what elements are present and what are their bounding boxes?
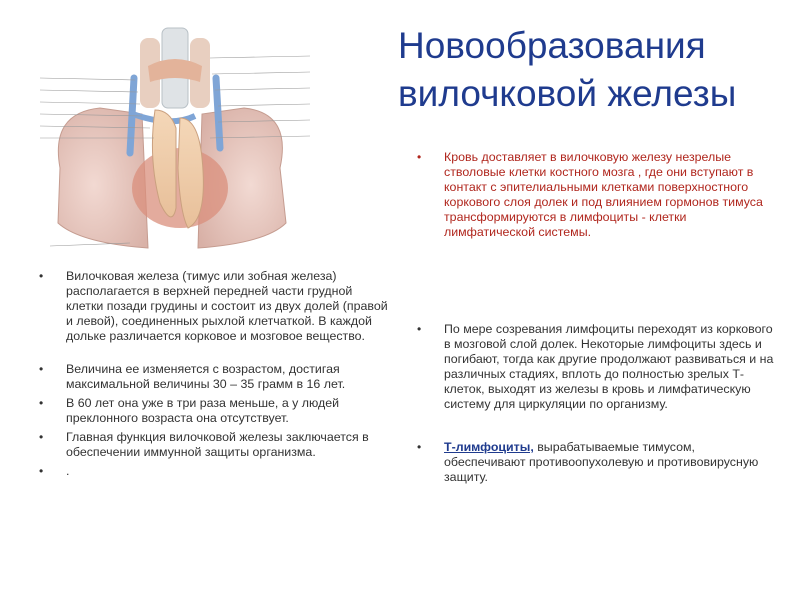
- bullet-marker: •: [39, 396, 44, 410]
- bullet-text: Главная функция вилочковой железы заключается в обеспечении иммунной защиты организма.: [66, 430, 369, 459]
- list-item: [36, 430, 391, 460]
- bullet-marker: •: [39, 464, 44, 478]
- bullet-text: В 60 лет она уже в три раза меньше, а у людей преклонного возраста она отсутствует.: [66, 396, 340, 425]
- right-red-bullet-list: [414, 150, 774, 240]
- list-item: [36, 269, 391, 344]
- left-bullet-list: [36, 269, 391, 479]
- anatomy-drawing: [30, 18, 320, 258]
- bullet-text: Кровь доставляет в вилочковую железу незрелые стволовые клетки костного мозга , где они вступают в контакт с эпителиальными клетками поверхностного коркового слоя долек и под влиянием гормонов тимуса трансформируются в лимфоциты - клетки лимфатической системы.: [444, 150, 763, 239]
- bullet-marker: •: [39, 430, 44, 444]
- list-item: [36, 396, 391, 426]
- t-lymphocytes-term: Т-лимфоциты,: [444, 440, 534, 454]
- slide-title: [398, 22, 788, 118]
- thymus-anatomy-illustration: [30, 18, 320, 258]
- list-item: [36, 464, 391, 479]
- bullet-text: Вилочковая железа (тимус или зобная железа) располагается в верхней передней части грудной клетки позади грудины и состоит из двух долей (правой и левой), соединенных рыхлой клетчаткой. В каждой дольке различается корковое и мозговое вещество.: [66, 269, 388, 343]
- list-item: [414, 150, 774, 240]
- list-item: [414, 440, 774, 485]
- right-gray-bullet-list: [414, 322, 774, 485]
- bullet-text: .: [66, 464, 70, 478]
- list-item: [36, 362, 391, 392]
- bullet-text: Величина ее изменяется с возрастом, достигая максимальной величины 30 – 35 грамм в 16 лет.: [66, 362, 346, 391]
- bullet-marker: •: [39, 269, 44, 283]
- list-item: [414, 322, 774, 412]
- title-line-2: вилочковой железы: [398, 73, 737, 114]
- bullet-marker: •: [417, 150, 422, 164]
- bullet-marker: •: [39, 362, 44, 376]
- bullet-marker: •: [417, 440, 422, 454]
- bullet-text: По мере созревания лимфоциты переходят из коркового в мозговой слой долек. Некоторые лимфоциты здесь и погибают, тогда как другие продолжают развиваться и на различных стадиях, вплоть до полностью зрелых Т-клеток, выходят из железы в кровь и лимфатическую систему для циркуляции по организму.: [444, 322, 774, 411]
- bullet-marker: •: [417, 322, 422, 336]
- bullet-text: вырабатываемые тимусом, обеспечивают противоопухолевую и противовирусную защиту.: [444, 440, 759, 484]
- title-line-1: Новообразования: [398, 25, 706, 66]
